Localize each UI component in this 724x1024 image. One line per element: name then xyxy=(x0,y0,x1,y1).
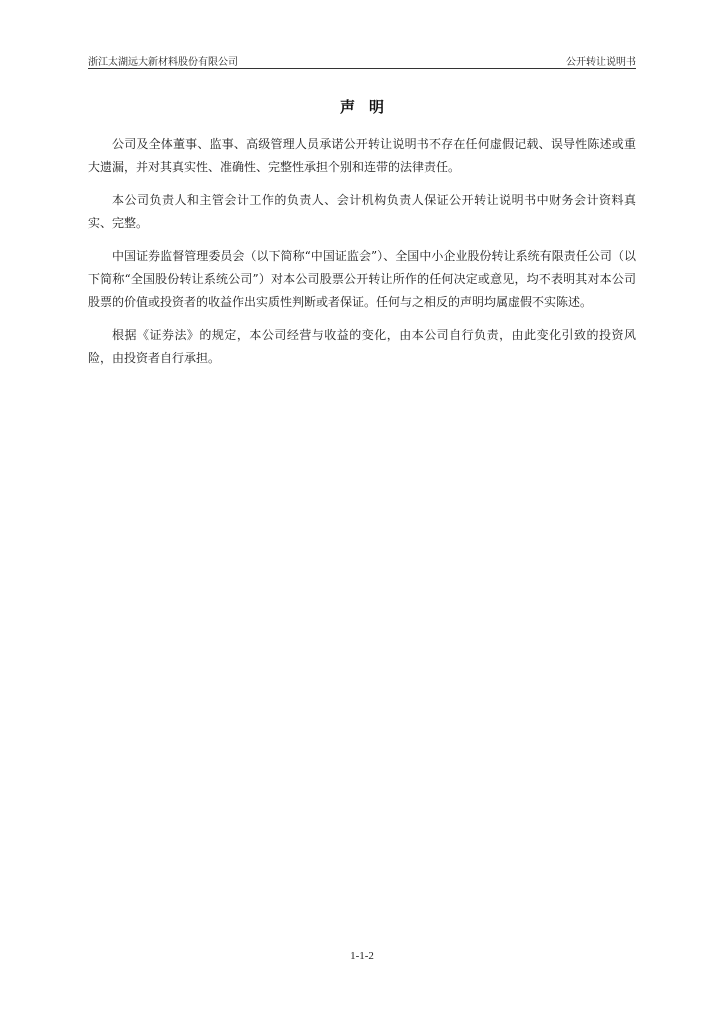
declaration-body xyxy=(88,133,636,380)
declaration-paragraph-3: 中国证券监督管理委员会（以下简称“中国证监会”）、全国中小企业股份转让系统有限责任公司（以下简称“全国股份转让系统公司”）对本公司股票公开转让所作的任何决定或意见，均不表明其对本公司股票的价值或投资者的收益作出实质性判断或者保证。任何与之相反的声明均属虚假不实陈述。 xyxy=(88,249,636,309)
header-document-type: 公开转让说明书 xyxy=(566,57,636,68)
page-header xyxy=(88,52,636,69)
header-company-name: 浙江太湖远大新材料股份有限公司 xyxy=(88,57,238,68)
page-title: 声明 xyxy=(339,98,398,116)
declaration-paragraph-1: 公司及全体董事、监事、高级管理人员承诺公开转让说明书不存在任何虚假记载、误导性陈述或重大遗漏，并对其真实性、准确性、完整性承担个别和连带的法律责任。 xyxy=(88,137,636,174)
declaration-paragraph-2: 本公司负责人和主管会计工作的负责人、会计机构负责人保证公开转让说明书中财务会计资料真实、完整。 xyxy=(88,193,636,230)
page-number: 1-1-2 xyxy=(350,950,374,962)
declaration-paragraph-4: 根据《证券法》的规定，本公司经营与收益的变化，由本公司自行负责，由此变化引致的投资风险，由投资者自行承担。 xyxy=(88,328,636,365)
